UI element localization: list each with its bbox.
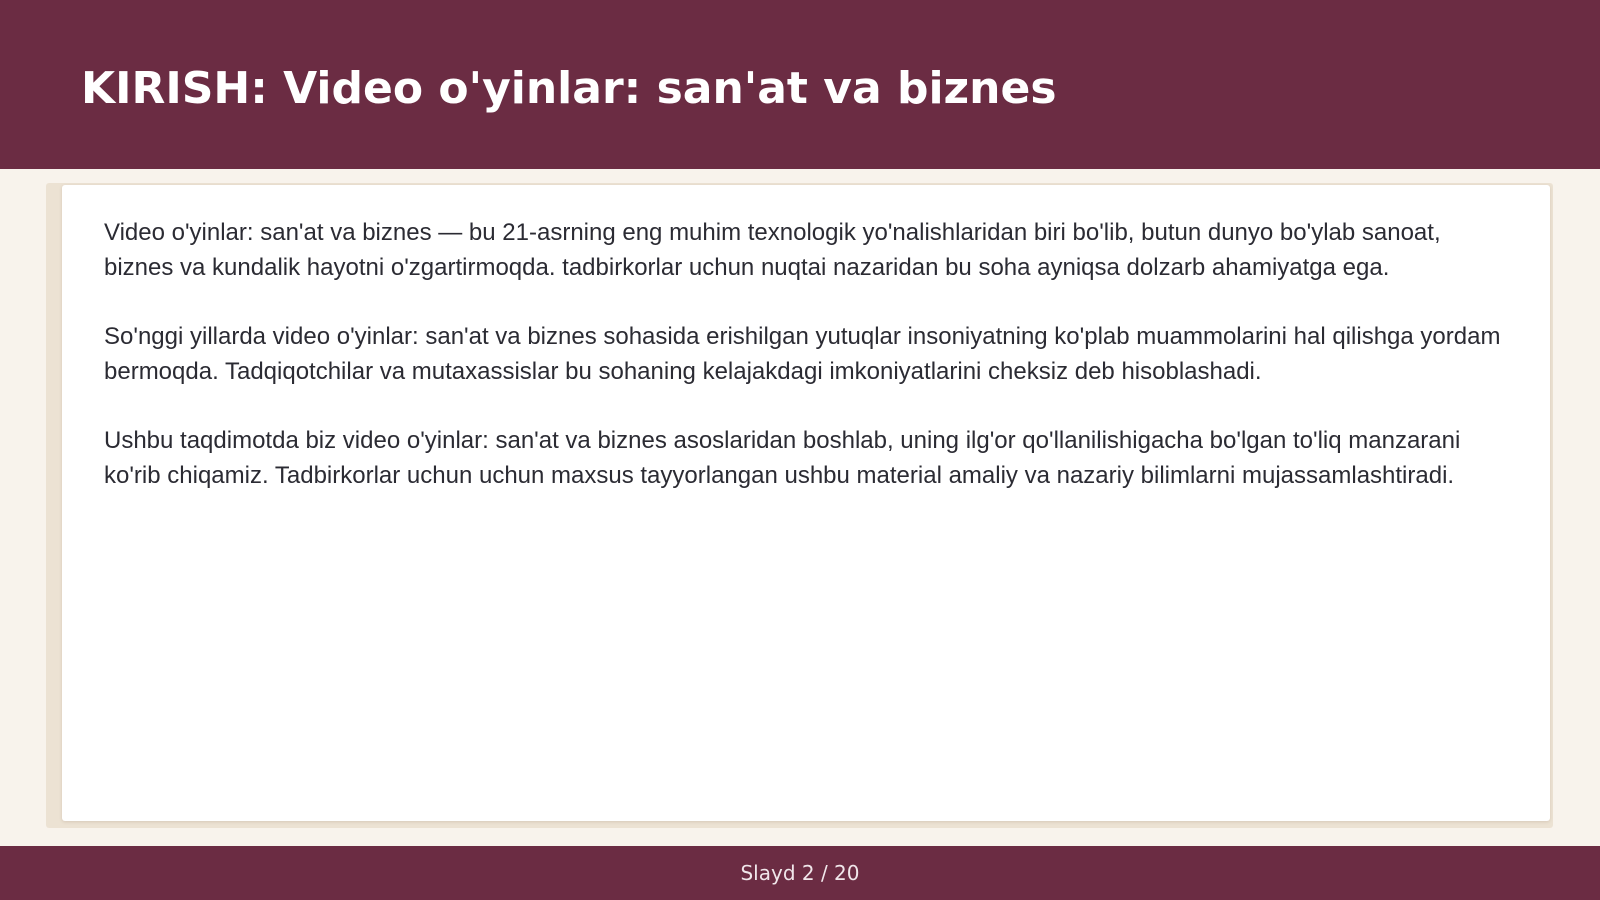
slide-counter: Slayd 2 / 20 <box>740 861 860 885</box>
slide-header <box>0 0 1600 169</box>
slide-title: KIRISH: Video o'yinlar: san'at va biznes <box>81 63 1057 114</box>
body-paragraph: Ushbu taqdimotda biz video o'yinlar: san'at va biznes asoslaridan boshlab, uning ilg'or qo'llanilishigacha bo'lgan to'liq manzarani ko'rib chiqamiz. Tadbirkorlar uchun uchun maxsus tayyorlangan ushbu material amaliy va nazariy bilimlarni mujassamlashtiradi. <box>104 427 1461 489</box>
slide-body <box>104 215 1504 527</box>
slide-footer <box>0 846 1600 900</box>
body-paragraph: So'nggi yillarda video o'yinlar: san'at va biznes sohasida erishilgan yutuqlar insoniyatning ko'plab muammolarini hal qilishga yordam bermoqda. Tadqiqotchilar va mutaxassislar bu sohaning kelajakdagi imkoniyatlarini cheksiz deb hisoblashadi. <box>104 323 1501 385</box>
body-paragraph: Video o'yinlar: san'at va biznes — bu 21-asrning eng muhim texnologik yo'nalishlaridan biri bo'lib, butun dunyo bo'ylab sanoat, biznes va kundalik hayotni o'zgartirmoqda. tadbirkorlar uchun nuqtai nazaridan bu soha ayniqsa dolzarb ahamiyatga ega. <box>104 219 1441 281</box>
